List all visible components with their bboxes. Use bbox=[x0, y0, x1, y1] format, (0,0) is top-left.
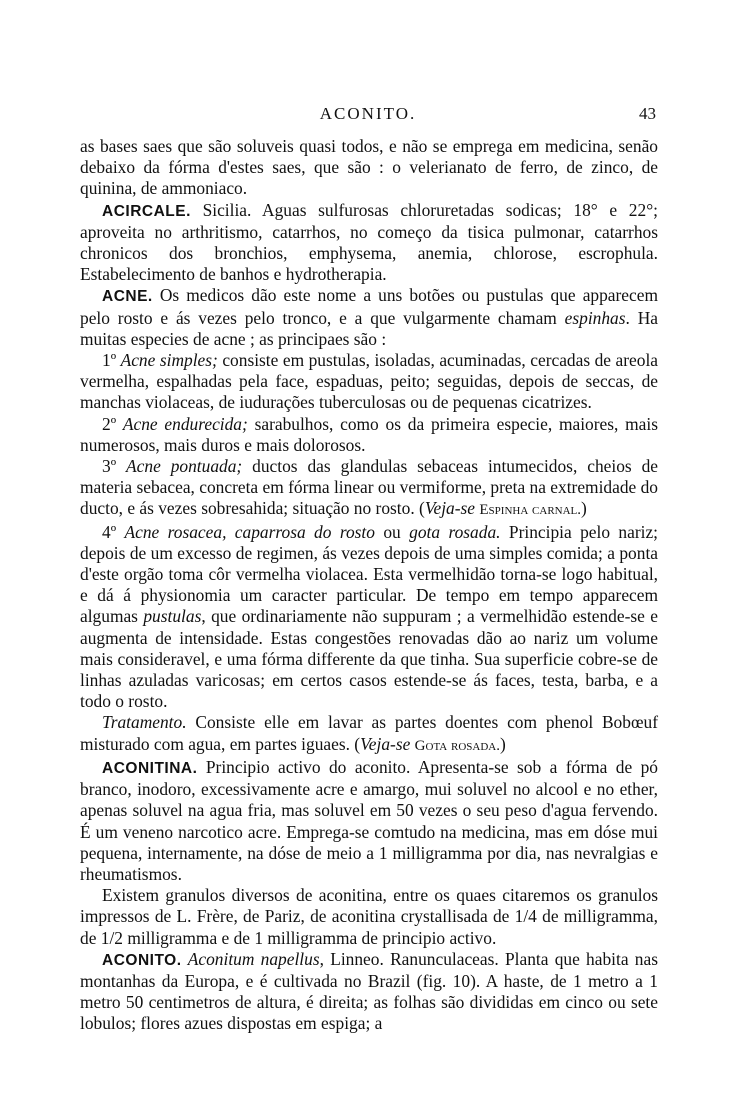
page-header bbox=[80, 104, 656, 130]
item-number: 1º bbox=[102, 350, 121, 371]
entry-aconito bbox=[80, 949, 658, 1035]
italic-term: espinhas bbox=[564, 307, 626, 328]
headword: ACONITINA. bbox=[102, 759, 198, 777]
paren-close: ) bbox=[581, 498, 587, 519]
headword: ACNE. bbox=[102, 288, 153, 306]
item-term: gota rosada. bbox=[409, 521, 501, 542]
page-number: 43 bbox=[639, 104, 656, 123]
cross-reference-target: Gota rosada. bbox=[414, 737, 500, 754]
aconitina-granulos bbox=[80, 885, 658, 949]
acne-item-1 bbox=[80, 350, 658, 414]
headword: ACONITO. bbox=[102, 951, 182, 969]
item-text: consiste em pustulas, isoladas, acuminadas, cercadas de areola vermelha, espalhadas pela face, espaduas, peito; seguidas, depois de seccas, de manchas violaceas, de iudurações tuberculosas ou de pequenas cicatrizes. bbox=[80, 350, 659, 413]
cross-reference-label: Veja-se bbox=[424, 498, 476, 519]
acne-treatment bbox=[80, 712, 658, 756]
item-term: Acne rosacea, caparrosa do rosto bbox=[124, 521, 375, 542]
entry-text: , Linneo. Ranunculaceas. Planta que habita nas montanhas da Europa, e é cultivada no Brazil (fig. 10). A haste, de 1 metro a 1 metro 50 centimetros de altura, é direita; as folhas são divididas em cinco ou sete lobulos; flores azues dispostas em espiga; a bbox=[80, 948, 658, 1034]
latin-name: Aconitum napellus bbox=[187, 948, 320, 969]
item-text: , que ordinariamente não suppuram ; a vermelhidão estende-se e augmenta de intensidade. Estas congestões renovadas dão ao nariz um volume mais consideravel, e uma fórma differente da que tinha. Sua superficie cobre-se de linhas azuladas varicosas; em certos casos estende-se ás faces, testa, barba, e a todo o rosto. bbox=[80, 606, 658, 712]
item-term: Acne simples; bbox=[120, 350, 218, 371]
body-text bbox=[80, 136, 658, 1035]
acne-item-4 bbox=[80, 522, 658, 713]
item-term: Acne endurecida; bbox=[122, 413, 248, 434]
entry-acircale bbox=[80, 200, 658, 286]
item-number: 2º bbox=[102, 413, 123, 434]
item-text: ductos das glandulas sebaceas intumecidos, cheios de materia sebacea, concreta em fórma linear ou vermiforme, preta na extremidade do ducto, e ás vezes sobresahida; situação no rosto. ( bbox=[80, 456, 659, 519]
cross-reference-label: Veja-se bbox=[360, 733, 411, 754]
item-text: Principia pelo nariz; depois de um excesso de regimen, ás vezes depois de uma simples comida; a ponta d'este orgão toma côr vermelha violacea. Esta vermelhidão torna-se logo habitual, e dá á physionomia um caracter particular. De tempo em tempo apparecem algumas bbox=[80, 521, 659, 627]
treatment-label: Tratamento. bbox=[102, 712, 187, 733]
item-term: Acne pontuada; bbox=[126, 456, 243, 477]
entry-aconitina bbox=[80, 757, 658, 885]
entry-continuation bbox=[80, 136, 658, 200]
acne-item-2 bbox=[80, 414, 658, 456]
entry-text: Principio activo do aconito. Apresenta-se sob a fórma de pó branco, inodoro, excessivamente acre e amargo, mui soluvel no alcool e no ether, apenas soluvel na agua fria, mas soluvel em 50 vezes o seu peso d'agua fervendo. É um veneno narcotico acre. Emprega-se comtudo na medicina, mas em dóse mui pequena, internamente, na dóse de meio a 1 milligramma por dia, nas nevralgias e rheumatismos. bbox=[80, 756, 658, 884]
entry-text: Sicilia. Aguas sulfurosas chloruretadas sodicas; 18° e 22°; aproveita no arthritismo, catarrhos, no começo da tisica pulmonar, catarrhos chronicos dos bronchios, emphysema, anemia, chlorose, escrophula. Estabelecimento de banhos e hydrotherapia. bbox=[80, 199, 658, 285]
item-connector: ou bbox=[374, 521, 410, 542]
continuation-text: as bases saes que são soluveis quasi todos, e não se emprega em medicina, senão debaixo da fórma d'estes saes, que são : o velerianato de ferro, de zinco, de quinina, de ammoniaco. bbox=[80, 136, 658, 199]
headword: ACIRCALE. bbox=[102, 202, 191, 220]
treatment-text: Consiste elle em lavar as partes doentes com phenol Bobœuf misturado com agua, em partes iguaes. ( bbox=[80, 712, 658, 754]
item-number: 3º bbox=[102, 456, 127, 477]
acne-item-3 bbox=[80, 456, 658, 522]
entry-text: . Ha muitas especies de acne ; as principaes são : bbox=[80, 307, 658, 349]
entry-text: Existem granulos diversos de aconitina, entre os quaes citaremos os granulos impressos de L. Frère, de Pariz, de aconitina crystallisada de 1/4 de milligramma, de 1/2 milligramma e de 1 milligramma de principio activo. bbox=[80, 885, 658, 948]
paren-close: ) bbox=[499, 733, 506, 754]
entry-acne bbox=[80, 285, 658, 350]
running-head: ACONITO. bbox=[319, 104, 417, 123]
italic-term: pustulas bbox=[143, 606, 202, 627]
item-number: 4º bbox=[102, 521, 125, 542]
cross-reference-target: Espinha carnal. bbox=[479, 502, 582, 519]
entry-text: Os medicos dão este nome a uns botões ou pustulas que apparecem pelo rosto e ás vezes pelo tronco, e a que vulgarmente chamam bbox=[80, 285, 658, 328]
item-text: sarabulhos, como os da primeira especie, maiores, mais numerosos, mais duros e mais dolorosos. bbox=[80, 413, 658, 455]
